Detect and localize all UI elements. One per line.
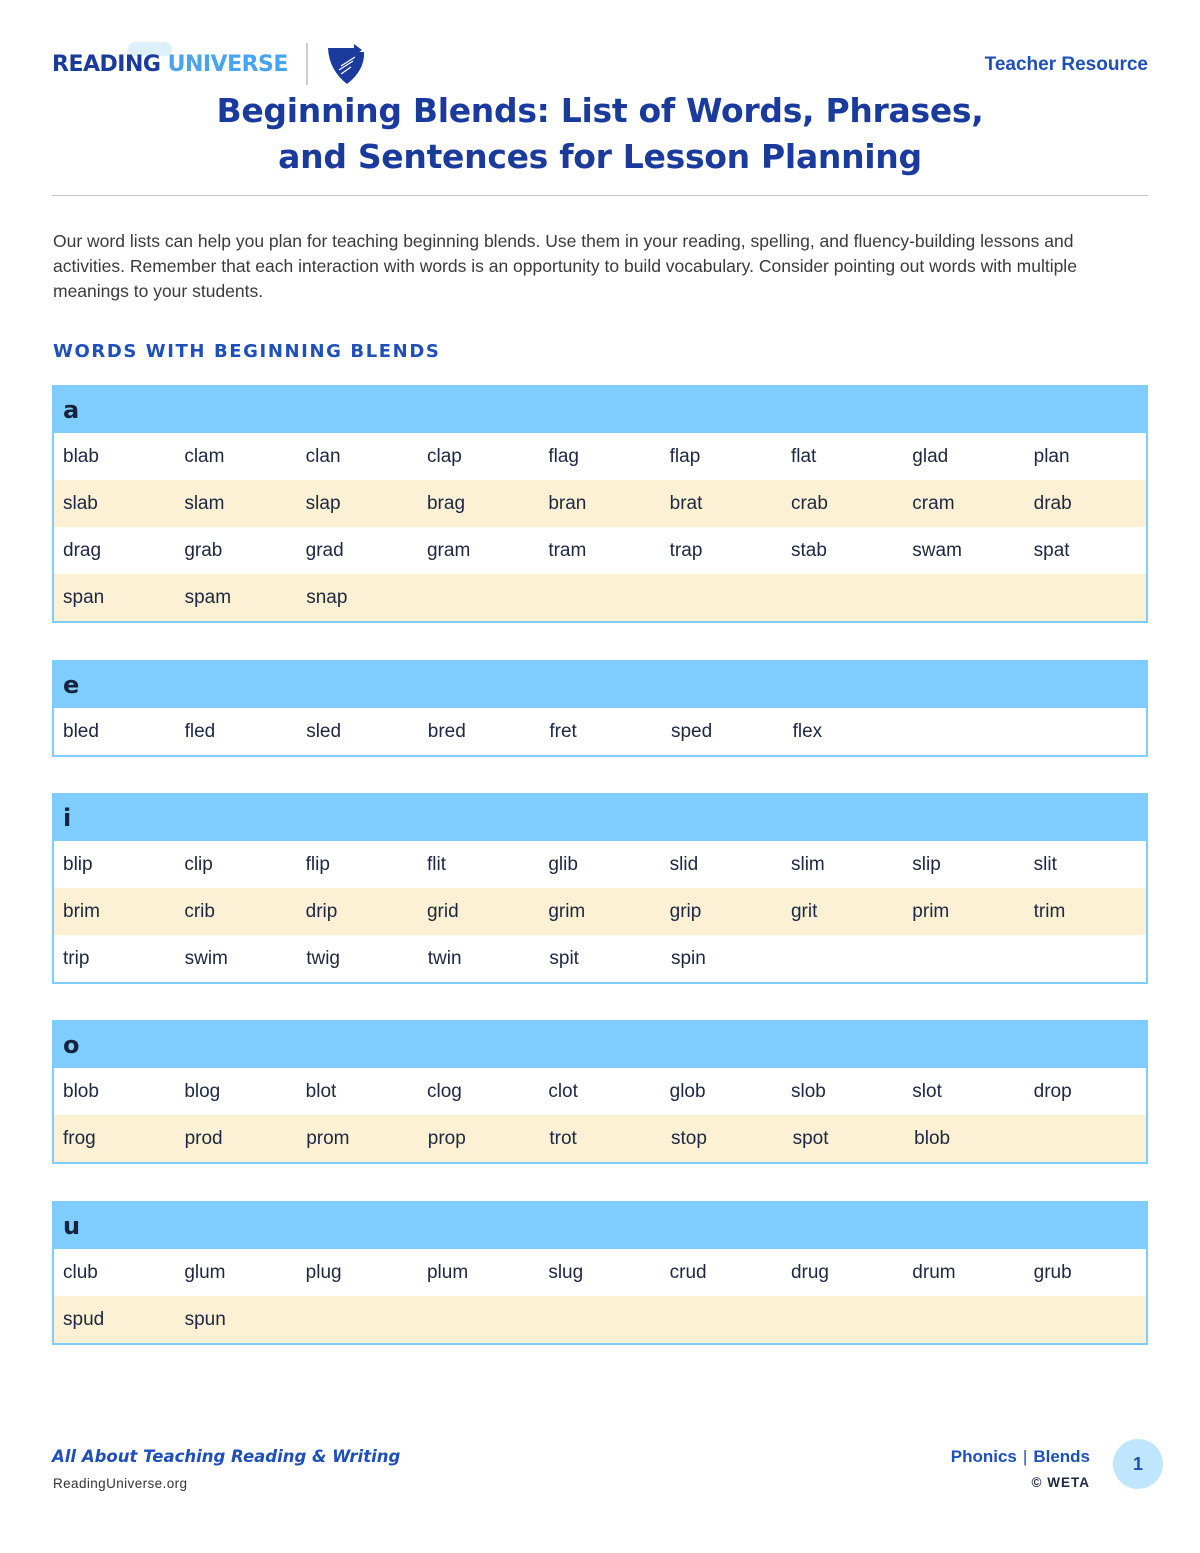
word-cell: drip xyxy=(305,900,338,922)
word-cell: spat xyxy=(1033,539,1070,561)
word-cell: swam xyxy=(912,539,962,561)
word-row xyxy=(54,1068,1146,1115)
page-number-badge: 1 xyxy=(1113,1439,1163,1489)
word-cell: spin xyxy=(670,947,706,969)
word-cell: snap xyxy=(306,586,348,608)
word-cell: tram xyxy=(548,539,587,561)
word-cell: plum xyxy=(426,1261,469,1283)
word-cell: slob xyxy=(790,1080,826,1102)
word-cell: glob xyxy=(669,1080,706,1102)
vowel-header: e xyxy=(54,662,1146,708)
word-cell: glib xyxy=(548,853,578,875)
shield-icon xyxy=(324,42,370,86)
word-cell: slip xyxy=(912,853,941,875)
word-cell: crib xyxy=(184,900,215,922)
word-cell: bran xyxy=(548,492,587,514)
word-cell: flap xyxy=(669,445,701,467)
word-row xyxy=(54,527,1146,574)
word-cell: clan xyxy=(305,445,341,467)
page-title xyxy=(0,88,1200,180)
footer-breadcrumb xyxy=(951,1447,1090,1467)
vowel-header: i xyxy=(54,795,1146,841)
word-cell: trip xyxy=(63,947,90,969)
word-row xyxy=(54,1249,1146,1296)
word-cell: drug xyxy=(790,1261,829,1283)
vowel-header: a xyxy=(54,387,1146,433)
word-cell: clog xyxy=(426,1080,462,1102)
word-cell: flat xyxy=(790,445,817,467)
word-cell: blog xyxy=(184,1080,221,1102)
word-cell: bled xyxy=(63,720,99,742)
word-cell: brat xyxy=(669,492,703,514)
word-cell: sled xyxy=(306,720,342,742)
word-row xyxy=(54,708,1146,755)
word-cell: blip xyxy=(63,853,93,875)
word-cell: fled xyxy=(184,720,216,742)
word-cell: slid xyxy=(669,853,699,875)
word-cell: bred xyxy=(427,720,466,742)
word-row xyxy=(54,433,1146,480)
logo-divider xyxy=(306,43,308,85)
word-cell: plug xyxy=(305,1261,342,1283)
word-cell: prop xyxy=(427,1127,466,1149)
word-cell: prim xyxy=(912,900,950,922)
word-cell: flag xyxy=(548,445,579,467)
logo-word-reading: READING xyxy=(52,51,161,77)
word-cell: prom xyxy=(306,1127,350,1149)
vowel-table-a xyxy=(52,385,1148,623)
word-cell: clam xyxy=(184,445,225,467)
word-cell: spot xyxy=(792,1127,829,1149)
word-cell: blab xyxy=(63,445,99,467)
vowel-table-u xyxy=(52,1201,1148,1345)
footer-tagline: All About Teaching Reading & Writing xyxy=(52,1447,401,1466)
word-cell: grub xyxy=(1033,1261,1072,1283)
footer-topic: Blends xyxy=(1033,1447,1090,1466)
word-cell: flip xyxy=(305,853,330,875)
vowel-table-i xyxy=(52,793,1148,984)
vowel-table-e xyxy=(52,660,1148,757)
footer-copyright: © WETA xyxy=(1031,1475,1090,1490)
word-cell: spun xyxy=(184,1308,226,1330)
word-cell: slam xyxy=(184,492,225,514)
page-title-line-2: and Sentences for Lesson Planning xyxy=(278,137,922,176)
word-cell: fret xyxy=(549,720,577,742)
word-cell: cram xyxy=(912,492,955,514)
word-cell: prod xyxy=(184,1127,223,1149)
word-cell: grab xyxy=(184,539,223,561)
word-cell: drop xyxy=(1033,1080,1072,1102)
title-divider xyxy=(52,195,1148,196)
word-row xyxy=(54,1296,1146,1343)
word-cell: gram xyxy=(426,539,471,561)
word-row xyxy=(54,888,1146,935)
footer-separator: | xyxy=(1022,1447,1028,1466)
word-cell: drab xyxy=(1033,492,1072,514)
word-cell: clap xyxy=(426,445,462,467)
word-cell: brim xyxy=(63,900,100,922)
word-cell: grid xyxy=(426,900,459,922)
word-cell: spit xyxy=(549,947,579,969)
word-cell: twig xyxy=(306,947,340,969)
word-cell: grad xyxy=(305,539,344,561)
logo-wordmark xyxy=(52,52,288,77)
word-cell: grip xyxy=(669,900,702,922)
vowel-header: o xyxy=(54,1022,1146,1068)
word-cell: trot xyxy=(549,1127,577,1149)
word-cell: slim xyxy=(790,853,825,875)
word-cell: spud xyxy=(63,1308,105,1330)
word-cell: blot xyxy=(305,1080,337,1102)
word-cell: crab xyxy=(790,492,828,514)
word-row xyxy=(54,480,1146,527)
word-cell: clip xyxy=(184,853,213,875)
footer-category: Phonics xyxy=(950,1447,1017,1466)
word-cell: frog xyxy=(63,1127,96,1149)
word-cell: brag xyxy=(426,492,466,514)
page-title-line-1: Beginning Blends: List of Words, Phrases, xyxy=(216,91,984,130)
word-cell: spam xyxy=(184,586,232,608)
word-cell: blob xyxy=(914,1127,951,1149)
word-row xyxy=(54,841,1146,888)
word-cell: stop xyxy=(670,1127,707,1149)
word-cell: slug xyxy=(548,1261,584,1283)
footer-site-link[interactable]: ReadingUniverse.org xyxy=(53,1476,188,1491)
word-cell: stab xyxy=(790,539,827,561)
word-cell: slit xyxy=(1033,853,1057,875)
section-heading: WORDS WITH BEGINNING BLENDS xyxy=(53,341,441,362)
word-cell: glum xyxy=(184,1261,226,1283)
reading-universe-logo xyxy=(52,42,370,86)
word-cell: sped xyxy=(670,720,713,742)
word-cell: slot xyxy=(912,1080,942,1102)
intro-paragraph: Our word lists can help you plan for teaching beginning blends. Use them in your reading, spelling, and fluency-building lessons and activities. Remember that each interaction with words is an opportunity to build vocabulary. Consider pointing out words with multiple meanings to your students. xyxy=(53,231,1077,301)
word-cell: grim xyxy=(548,900,586,922)
word-cell: plan xyxy=(1033,445,1070,467)
word-cell: trap xyxy=(669,539,703,561)
word-cell: flex xyxy=(792,720,823,742)
word-cell: grit xyxy=(790,900,818,922)
word-cell: trim xyxy=(1033,900,1066,922)
word-row xyxy=(54,574,1146,621)
word-cell: slap xyxy=(305,492,341,514)
word-cell: glad xyxy=(912,445,949,467)
word-cell: twin xyxy=(427,947,462,969)
word-cell: flit xyxy=(426,853,446,875)
word-cell: club xyxy=(63,1261,98,1283)
word-cell: blob xyxy=(63,1080,99,1102)
word-row xyxy=(54,1115,1146,1162)
word-cell: slab xyxy=(63,492,98,514)
vowel-table-o xyxy=(52,1020,1148,1164)
word-cell: clot xyxy=(548,1080,578,1102)
word-cell: span xyxy=(63,586,105,608)
word-row xyxy=(54,935,1146,982)
teacher-resource-label: Teacher Resource xyxy=(984,54,1148,75)
word-cell: crud xyxy=(669,1261,707,1283)
word-cell: drag xyxy=(63,539,102,561)
word-cell: drum xyxy=(912,1261,956,1283)
logo-word-universe: UNIVERSE xyxy=(167,51,288,77)
word-cell: swim xyxy=(184,947,228,969)
vowel-header: u xyxy=(54,1203,1146,1249)
